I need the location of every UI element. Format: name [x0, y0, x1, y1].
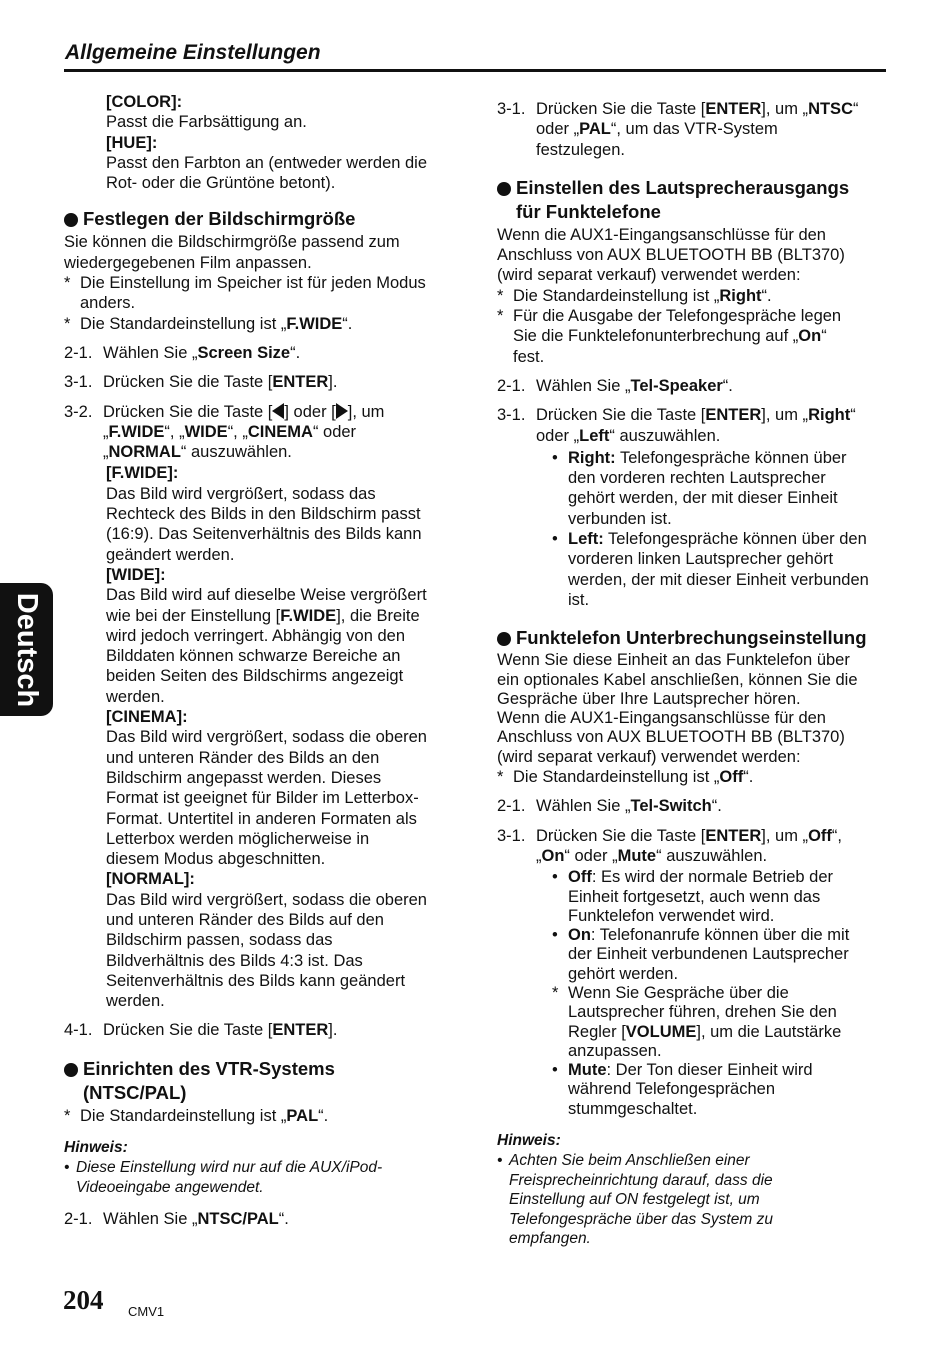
- speaker-intro: Wenn die AUX1-Eingangsanschlüsse für den Anschluss von AUX BLUETOOTH BB (BLT370) (wird separat verkauf) verwendet werden:: [497, 225, 845, 285]
- interrupt-note: * Die Standardeinstellung ist „Off“.: [497, 768, 754, 787]
- tel-switch-step-3-1: 3-1. Drücken Sie die Taste [ENTER], um „Off“, „On“ oder „Mute“ auszuwählen. • Off: Es wird der normale Betrieb der Einheit fortgesetzt, auch wenn das Funktelefon verwendet wird. • On: Telefonanrufe können über die mit der Einheit verbundenen Lautsprecher gehört werden. * Wenn Sie Gespräche über die Lautsprecher führen, drehen Sie den Regler [VOLUME], um die Lautstärke anzupassen. • Mute: Der Ton dieser Einheit wird während Telefongesprächen stummgeschaltet.: [497, 826, 889, 1119]
- left-arrow-icon: [272, 403, 284, 419]
- vtr-step-2-1: 2-1. Wählen Sie „NTSC/PAL“.: [64, 1210, 289, 1229]
- speaker-output-heading: Einstellen des Lautsprecherausgangs für Funktelefone: [497, 176, 889, 224]
- right-option: • Right: Telefongespräche können über den vorderen rechten Lautsprecher gehört werden, der mit dieser Einheit verbunden ist.: [552, 448, 847, 528]
- language-tab: [0, 583, 53, 716]
- screen-step-3-1: 3-1. Drücken Sie die Taste [ENTER].: [64, 373, 338, 392]
- tel-speaker-step-2-1: 2-1. Wählen Sie „Tel-Speaker“.: [497, 376, 733, 395]
- screen-step-4-1: 4-1. Drücken Sie die Taste [ENTER].: [64, 1021, 338, 1040]
- color-label: [COLOR]:: [106, 93, 183, 111]
- right-arrow-icon: [336, 403, 348, 419]
- color-hue-block: [64, 92, 456, 193]
- screen-note-2: * Die Standardeinstellung ist „F.WIDE“.: [64, 314, 353, 333]
- page-header-title: Allgemeine Einstellungen: [65, 41, 321, 64]
- hue-text-1: Passt den Farbton an (entweder werden die: [106, 153, 428, 172]
- bullet-dot-icon: [497, 632, 511, 646]
- off-option: • Off: Es wird der normale Betrieb der Einheit fortgesetzt, auch wenn das Funktelefon verwendet wird.: [552, 868, 834, 925]
- speaker-note-1: * Die Standardeinstellung ist „Right“.: [497, 286, 772, 305]
- screen-step-3-2: 3-2. Drücken Sie die Taste [ ] oder [ ], um „F.WIDE“, „WIDE“, „CINEMA“ oder „NORMAL“ auszuwählen. [F.WIDE]: Das Bild wird vergrößert, sodass das Rechteck des Bilds in den Bildschirm passt (16:9). Das Seitenverhältnis des Bilds kann geändert werden. [WIDE]: Das Bild wird auf dieselbe Weise vergrößert wie bei der Einstellung [F.WIDE], die Breite wird jedoch verringert. Abhängig von den Bilddaten können schwarze Bereiche an beiden Seiten des Bildschirms angezeigt werden. [CINEMA]: Das Bild wird vergrößert, sodass die oberen und unteren Ränder des Bilds an den Bildschirm angepasst werden. Dieses Format ist geeignet für Bilder im Letterbox- Format. Untertitel in anderen Formaten als Letterbox werden möglicherweise in diesem Modus abgeschnitten. [NORMAL]: Das Bild wird vergrößert, sodass die oberen und unteren Ränder des Bilds auf den Bildschirm passen, sodass das Bildverhältnis des Bilds 4:3 ist. Das Seitenverhältnis des Bilds kann geändert werden.: [64, 402, 427, 1011]
- screen-size-heading: Festlegen der Bildschirmgröße: [64, 207, 456, 231]
- speaker-note-2: * Für die Ausgabe der Telefongespräche legen Sie die Funktelefonunterbrechung auf „On“ fest.: [497, 307, 842, 366]
- interrupt-intro: Wenn Sie diese Einheit an das Funktelefon über ein optionales Kabel anschließen, können Sie die Gespräche über Ihre Lautsprecher hören. Wenn die AUX1-Eingangsanschlüsse für den Anschluss von AUX BLUETOOTH BB (BLT370) (wird separat verkauf) verwendet werden:: [497, 651, 858, 766]
- vtr-step-3-1: 3-1. Drücken Sie die Taste [ENTER], um „NTSC“ oder „PAL“, um das VTR-System festzulegen.: [497, 100, 859, 159]
- color-text: Passt die Farbsättigung an.: [106, 113, 307, 132]
- header-rule: [64, 69, 886, 72]
- tel-switch-step-2-1: 2-1. Wählen Sie „Tel-Switch“.: [497, 797, 722, 816]
- tel-hinweis-item: • Achten Sie beim Anschließen einer Freisprecheinrichtung darauf, dass die Einstellung auf ON festgelegt ist, um Telefongespräche über das System zu empfangen.: [497, 1152, 773, 1248]
- fwide-label: [F.WIDE]:: [106, 464, 179, 483]
- left-option: • Left: Telefongespräche können über den vorderen linken Lautsprecher gehört werden, der mit dieser Einheit verbunden ist.: [552, 530, 869, 609]
- screen-intro-1: Sie können die Bildschirmgröße passend zum: [64, 233, 400, 252]
- tel-hinweis-title: Hinweis:: [497, 1132, 561, 1150]
- vtr-hinweis-item: • Diese Einstellung wird nur auf die AUX/iPod- Videoeingabe angewendet.: [64, 1159, 383, 1196]
- page-number: 204: [63, 1285, 104, 1315]
- hue-text-2: Rot- oder die Grüntöne betont).: [106, 174, 336, 193]
- vtr-heading: Einrichten des VTR-Systems (NTSC/PAL): [64, 1057, 456, 1105]
- vtr-hinweis-title: Hinweis:: [64, 1139, 128, 1157]
- bullet-dot-icon: [64, 213, 78, 227]
- mute-option: • Mute: Der Ton dieser Einheit wird während Telefongesprächen stummgeschaltet.: [552, 1061, 813, 1118]
- bullet-dot-icon: [497, 182, 511, 196]
- hue-label: [HUE]:: [106, 133, 158, 152]
- left-column: [64, 92, 456, 1229]
- screen-step-2-1: 2-1. Wählen Sie „Screen Size“.: [64, 343, 301, 362]
- bullet-dot-icon: [64, 1063, 78, 1077]
- on-option: • On: Telefonanrufe können über die mit der Einheit verbundenen Lautsprecher gehört werden.: [552, 926, 850, 983]
- tel-speaker-step-3-1: 3-1. Drücken Sie die Taste [ENTER], um „Right“ oder „Left“ auszuwählen. • Right: Telefongespräche können über den vorderen rechten Lautsprecher gehört werden, der mit dieser Einheit verbunden ist. • Left: Telefongespräche können über den vorderen linken Lautsprecher gehört werden, der mit dieser Einheit verbunden ist.: [497, 405, 889, 610]
- interrupt-heading: Funktelefon Unterbrechungseinstellung: [497, 626, 889, 650]
- model-code: CMV1: [128, 1304, 165, 1319]
- screen-note-1: * Die Einstellung im Speicher ist für jeden Modus anders.: [64, 274, 426, 313]
- cinema-label: [CINEMA]:: [106, 708, 188, 727]
- language-tab-label: Deutsch: [10, 592, 43, 707]
- volume-note: * Wenn Sie Gespräche über die Lautsprecher führen, drehen Sie den Regler [VOLUME], um die Lautstärke anzupassen.: [552, 983, 842, 1060]
- right-column: [497, 99, 889, 1249]
- wide-label: [WIDE]:: [106, 565, 166, 584]
- normal-label: [NORMAL]:: [106, 870, 195, 889]
- vtr-note: * Die Standardeinstellung ist „PAL“.: [64, 1106, 329, 1125]
- screen-intro-2: wiedergegebenen Film anpassen.: [64, 253, 312, 272]
